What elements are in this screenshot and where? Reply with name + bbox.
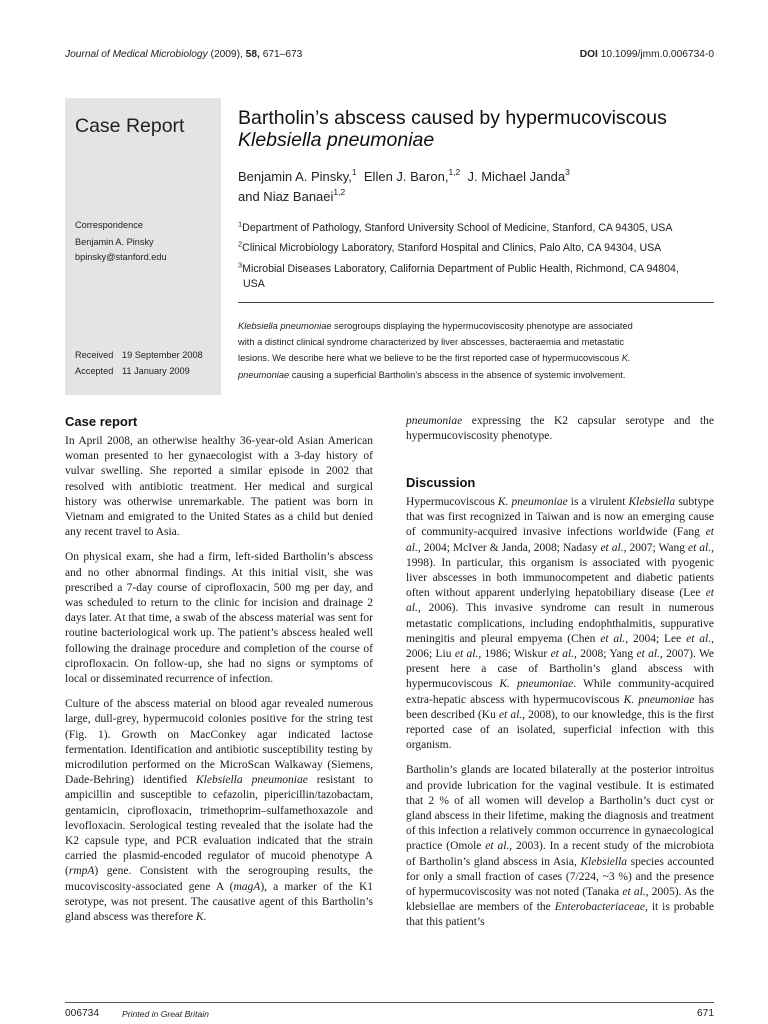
paragraph: Bartholin’s glands are located bilaterally at the posterior introitus and provide lubrication for the vaginal vestibule. It is estimated that 2 % of all women will develop a Bartholin’s duct cyst or gland abscess in their lifetime, making the diagnosis and treatment of this infection a relatively common occurrence in gynaecological practice (Omole et al., 2003). In a recent study of the microbiota of Bartholin’s gland abscess in Asia, Klebsiella species accounted for only a small fraction of cases (7/224, ~3 %) and the presence of hypermucoviscosity was not noted (Tanaka et al., 2005). As the klebsiellae are members of the Enterobacteriaceae, it is probable that this patient’s [406, 764, 715, 929]
printed-notice: Printed in Great Britain [122, 1009, 209, 1019]
paragraph: Hypermucoviscous K. pneumoniae is a virulent Klebsiella subtype that was first recognized in Taiwan and is now an emerging cause of community-acquired invasive infections worldwide (Fang et al., 2004; McIver & Janda, 2008; Nadasy et al., 2007; Wang et al., 1998). In particular, this organism is associated with pyogenic liver abscesses in both immunocompetent and diabetic patients often without apparent underlying hepatobiliary disease (Lee et al., 2006). This invasive syndrome can result in numerous metastatic complications, including endophthalmitis, suppurative meningitis and pleural empyema (Chen et al., 2004; Lee et al., 2006; Liu et al., 1986; Wiskur et al., 2008; Yang et al., 2007). We present here a case of Bartholin’s gland abscess with hypermucoviscous K. pneumoniae. While community-acquired extra-hepatic abscess with hypermucoviscous K. pneumoniae has been described (Ku et al., 2008), to our knowledge, this is the first reported case of an isolated, superficial infection with this organism. [406, 496, 715, 752]
abstract-line: lesions. We describe here what we believe to be the first reported case of hypermucoviscous K. [238, 353, 631, 364]
body-column-left [65, 434, 373, 935]
article-title [238, 107, 718, 151]
doi-label: DOI [579, 49, 598, 60]
abstract-line: pneumoniae causing a superficial Bartholin’s abscess in the absence of systemic involvement. [238, 369, 626, 380]
affiliation: $^2$Clinical Microbiology Laboratory, Stanford Hospital and Clinics, Palo Alto, CA 94304, USA [238, 239, 662, 254]
abstract-line: with a distinct clinical syndrome characterized by liver abscesses, bacteraemia and metastatic [238, 337, 624, 348]
received-date: Received 19 September 2008 [75, 350, 203, 360]
correspondence-email[interactable]: bpinsky@stanford.edu [75, 252, 167, 262]
author: and Niaz Banaei [238, 189, 334, 204]
footer-divider [65, 1002, 714, 1003]
correspondence-name: Benjamin A. Pinsky [75, 237, 154, 247]
author: Ellen J. Baron, [363, 169, 449, 184]
journal-pages: 671–673 [262, 49, 303, 60]
body-column-right [406, 414, 714, 454]
paragraph: pneumoniae expressing the K2 capsular serotype and the hypermucoviscosity phenotype. [406, 415, 714, 443]
affiliation: $^3$Microbial Diseases Laboratory, California Department of Public Health, Richmond, CA 94804, [238, 260, 679, 275]
accepted-date: Accepted 11 January 2009 [75, 366, 190, 376]
author: J. Michael Janda [467, 169, 566, 184]
journal-citation [65, 49, 302, 60]
body-column-right-discussion [406, 495, 714, 941]
affiliation: $^1$Department of Pathology, Stanford University School of Medicine, Stanford, CA 94305, USA [238, 219, 673, 234]
journal-volume: 58, [245, 49, 260, 60]
title-line-1: Bartholin’s abscess caused by hypermucoviscous [238, 107, 667, 129]
paragraph: In April 2008, an otherwise healthy 36-year-old Asian American woman presented to her gynaecologist with a 3-day history of vulvar swelling. She reported a similar episode in 2002 that resolved with antibiotic treatment. Her medical and surgical history was otherwise unremarkable. The patient was born in Vietnam and emigrated to the United States as a child but denied any recent travel to Asia. [65, 435, 373, 539]
title-line-2: Klebsiella pneumoniae [238, 129, 435, 151]
doi [580, 49, 714, 60]
affiliation-continued: USA [243, 278, 265, 290]
article-type: Case Report [75, 115, 185, 137]
page-number: 671 [697, 1008, 714, 1019]
abstract [238, 318, 716, 383]
author: Benjamin A. Pinsky, [238, 169, 352, 184]
journal-year: (2009), [210, 49, 243, 60]
paragraph: Culture of the abscess material on blood agar revealed numerous large, dull-grey, hypermucoid colonies positive for the string test (Fig. 1). Growth on MacConkey agar indicated lactose fermentation. Identification and antibiotic susceptibility testing by microdilution performed on the MicroScan Walkaway (Siemens, Dade-Behring) identified Klebsiella pneumoniae resistant to ampicillin and susceptible to cefazolin, pipericillin/tazobactam, gentamicin, ciprofloxacin, trimethoprim–sulfamethoxazole and levofloxacin. Serological testing revealed that the isolate had the K2 capsule type, and PCR evaluation indicated that the strain carried the plasmid-encoded regulator of mucoid phenotype A (rmpA) gene. Consistent with the serogrouping results, the mucoviscosity-associated gene A (magA), a marker of the K1 serotype, was not present. The causative agent of this Bartholin’s gland abscess was therefore K. [65, 698, 373, 924]
author-list: Benjamin A. Pinsky,$^1$ Ellen J. Baron,$^{1,2}$ J. Michael Janda$^3$ and Niaz Banaei$^{1,2}$ [238, 166, 570, 204]
doi-value: 10.1099/jmm.0.006734-0 [600, 49, 714, 60]
article-code: 006734 [65, 1008, 99, 1019]
divider [238, 302, 714, 303]
correspondence-label: Correspondence [75, 220, 143, 230]
paragraph: On physical exam, she had a firm, left-sided Bartholin’s abscess and no other abnormal findings. At this initial visit, she was prescribed a 7-day course of ciprofloxacin, 500 mg per day, and was scheduled to return to the clinic for incision and drainage 2 days later. At that time, a swab of the abscess material was sent for routine bacteriological work up. The patient’s abscess healed well following the drainage procedure and completion of the course of ciprofloxacin. On follow-up, she had no signs or symptoms of local or disseminated recurrence of infection. [65, 551, 373, 686]
accepted-label: Accepted [75, 366, 114, 376]
section-heading-case-report: Case report [65, 414, 138, 429]
journal-name: Journal of Medical Microbiology [65, 49, 208, 60]
received-label: Received [75, 350, 114, 360]
section-heading-discussion: Discussion [406, 475, 476, 490]
abstract-line: Klebsiella pneumoniae serogroups displaying the hypermucoviscosity phenotype are associated [238, 321, 633, 331]
